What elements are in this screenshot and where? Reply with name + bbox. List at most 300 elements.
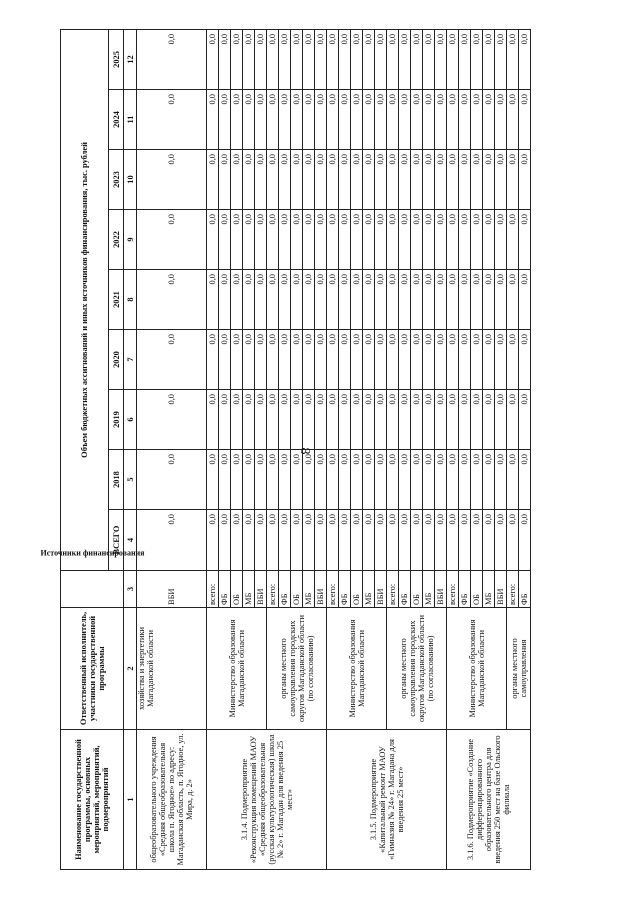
value-year-cell: 0,0 bbox=[387, 270, 399, 330]
value-year-cell: 0,0 bbox=[207, 390, 219, 450]
value-year-cell: 0,0 bbox=[423, 150, 435, 210]
value-total-cell: 0,0 bbox=[435, 510, 447, 571]
header-year: 2021 bbox=[109, 270, 124, 330]
value-year-cell: 0,0 bbox=[375, 450, 387, 510]
value-year-cell: 0,0 bbox=[291, 210, 303, 270]
value-year-cell: 0,0 bbox=[291, 29, 303, 89]
value-year-cell: 0,0 bbox=[483, 450, 495, 510]
value-year-cell: 0,0 bbox=[303, 210, 315, 270]
value-year-cell: 0,0 bbox=[507, 330, 519, 390]
value-year-cell: 0,0 bbox=[327, 270, 339, 330]
table-row bbox=[327, 29, 339, 869]
value-year-cell: 0,0 bbox=[399, 450, 411, 510]
value-total-cell: 0,0 bbox=[423, 510, 435, 571]
value-year-cell: 0,0 bbox=[207, 330, 219, 390]
value-year-cell: 0,0 bbox=[423, 29, 435, 89]
column-index: 2 bbox=[124, 608, 137, 730]
value-total-cell: 0,0 bbox=[219, 510, 231, 571]
value-year-cell: 0,0 bbox=[519, 270, 531, 330]
value-year-cell: 0,0 bbox=[519, 330, 531, 390]
value-year-cell: 0,0 bbox=[519, 450, 531, 510]
value-year-cell: 0,0 bbox=[339, 210, 351, 270]
value-year-cell: 0,0 bbox=[459, 450, 471, 510]
value-year-cell: 0,0 bbox=[507, 150, 519, 210]
header-year: 2022 bbox=[109, 210, 124, 270]
value-year-cell: 0,0 bbox=[327, 90, 339, 150]
value-year-cell: 0,0 bbox=[399, 150, 411, 210]
value-year-cell: 0,0 bbox=[351, 330, 363, 390]
value-year-cell: 0,0 bbox=[519, 210, 531, 270]
value-year-cell: 0,0 bbox=[411, 29, 423, 89]
value-year-cell: 0,0 bbox=[231, 29, 243, 89]
source-cell: всего: bbox=[447, 571, 459, 608]
value-year-cell: 0,0 bbox=[219, 270, 231, 330]
value-year-cell: 0,0 bbox=[279, 150, 291, 210]
value-year-cell: 0,0 bbox=[279, 270, 291, 330]
value-year-cell: 0,0 bbox=[303, 270, 315, 330]
value-year-cell: 0,0 bbox=[387, 29, 399, 89]
source-cell: ФБ bbox=[399, 571, 411, 608]
executor-cell: Министерство образования Магаданской области bbox=[327, 608, 387, 730]
value-total-cell: 0,0 bbox=[471, 510, 483, 571]
value-year-cell: 0,0 bbox=[375, 90, 387, 150]
table-body bbox=[137, 29, 531, 869]
value-year-cell: 0,0 bbox=[459, 390, 471, 450]
value-total-cell: 0,0 bbox=[459, 510, 471, 571]
value-year-cell: 0,0 bbox=[219, 29, 231, 89]
value-total-cell: 0,0 bbox=[495, 510, 507, 571]
value-year-cell: 0,0 bbox=[495, 450, 507, 510]
value-year-cell: 0,0 bbox=[303, 330, 315, 390]
value-year-cell: 0,0 bbox=[471, 450, 483, 510]
value-total-cell: 0,0 bbox=[231, 510, 243, 571]
value-year-cell: 0,0 bbox=[351, 90, 363, 150]
value-year-cell: 0,0 bbox=[137, 450, 207, 510]
value-year-cell: 0,0 bbox=[471, 270, 483, 330]
measure-name-cell: 3.1.6. Подмероприятие «Создание дифференцированного образовательного центра для введения 250 мест на базе Ольского филиала bbox=[447, 730, 531, 870]
value-year-cell: 0,0 bbox=[207, 210, 219, 270]
value-year-cell: 0,0 bbox=[137, 330, 207, 390]
value-year-cell: 0,0 bbox=[315, 330, 327, 390]
value-total-cell: 0,0 bbox=[291, 510, 303, 571]
source-cell: ВБИ bbox=[315, 571, 327, 608]
value-year-cell: 0,0 bbox=[339, 29, 351, 89]
header-total: ВСЕГО bbox=[109, 510, 124, 571]
value-year-cell: 0,0 bbox=[507, 29, 519, 89]
value-year-cell: 0,0 bbox=[279, 90, 291, 150]
value-year-cell: 0,0 bbox=[207, 150, 219, 210]
value-year-cell: 0,0 bbox=[219, 90, 231, 150]
source-cell: всего: bbox=[207, 571, 219, 608]
value-year-cell: 0,0 bbox=[471, 29, 483, 89]
value-year-cell: 0,0 bbox=[303, 450, 315, 510]
table-header bbox=[40, 29, 144, 869]
value-year-cell: 0,0 bbox=[423, 390, 435, 450]
value-year-cell: 0,0 bbox=[519, 390, 531, 450]
value-total-cell: 0,0 bbox=[519, 510, 531, 571]
value-total-cell: 0,0 bbox=[375, 510, 387, 571]
header-financing-group: Объем бюджетных ассигнований и иных источников финансирования, тыс. рублей bbox=[61, 29, 109, 570]
value-year-cell: 0,0 bbox=[279, 29, 291, 89]
value-year-cell: 0,0 bbox=[303, 150, 315, 210]
value-year-cell: 0,0 bbox=[495, 270, 507, 330]
value-year-cell: 0,0 bbox=[363, 150, 375, 210]
value-year-cell: 0,0 bbox=[423, 270, 435, 330]
value-year-cell: 0,0 bbox=[315, 150, 327, 210]
value-year-cell: 0,0 bbox=[435, 90, 447, 150]
value-total-cell: 0,0 bbox=[303, 510, 315, 571]
value-year-cell: 0,0 bbox=[207, 90, 219, 150]
source-cell: ВБИ bbox=[255, 571, 267, 608]
value-year-cell: 0,0 bbox=[495, 330, 507, 390]
executor-cell: Министерство образования Магаданской области bbox=[447, 608, 507, 730]
source-cell: ФБ bbox=[519, 571, 531, 608]
value-year-cell: 0,0 bbox=[231, 450, 243, 510]
value-year-cell: 0,0 bbox=[363, 210, 375, 270]
value-year-cell: 0,0 bbox=[255, 29, 267, 89]
value-year-cell: 0,0 bbox=[375, 29, 387, 89]
value-year-cell: 0,0 bbox=[219, 390, 231, 450]
value-year-cell: 0,0 bbox=[375, 330, 387, 390]
value-year-cell: 0,0 bbox=[495, 29, 507, 89]
source-cell: всего: bbox=[267, 571, 279, 608]
value-year-cell: 0,0 bbox=[231, 330, 243, 390]
value-total-cell: 0,0 bbox=[267, 510, 279, 571]
value-total-cell: 0,0 bbox=[137, 510, 207, 571]
value-year-cell: 0,0 bbox=[411, 150, 423, 210]
value-year-cell: 0,0 bbox=[399, 90, 411, 150]
value-total-cell: 0,0 bbox=[243, 510, 255, 571]
value-year-cell: 0,0 bbox=[303, 90, 315, 150]
value-year-cell: 0,0 bbox=[339, 330, 351, 390]
value-year-cell: 0,0 bbox=[243, 270, 255, 330]
value-year-cell: 0,0 bbox=[291, 450, 303, 510]
value-year-cell: 0,0 bbox=[459, 210, 471, 270]
source-cell: МБ bbox=[363, 571, 375, 608]
value-year-cell: 0,0 bbox=[435, 150, 447, 210]
value-year-cell: 0,0 bbox=[137, 390, 207, 450]
value-total-cell: 0,0 bbox=[507, 510, 519, 571]
value-year-cell: 0,0 bbox=[435, 210, 447, 270]
value-year-cell: 0,0 bbox=[315, 29, 327, 89]
value-year-cell: 0,0 bbox=[267, 450, 279, 510]
value-year-cell: 0,0 bbox=[137, 29, 207, 89]
column-index: 12 bbox=[124, 29, 137, 89]
value-year-cell: 0,0 bbox=[483, 90, 495, 150]
column-index: 5 bbox=[124, 450, 137, 510]
executor-cell: органы местного самоуправления bbox=[507, 608, 531, 730]
rotated-budget-table-container bbox=[40, 30, 610, 870]
value-year-cell: 0,0 bbox=[219, 210, 231, 270]
value-year-cell: 0,0 bbox=[423, 450, 435, 510]
value-year-cell: 0,0 bbox=[243, 29, 255, 89]
source-cell: всего: bbox=[387, 571, 399, 608]
value-year-cell: 0,0 bbox=[231, 90, 243, 150]
value-year-cell: 0,0 bbox=[231, 150, 243, 210]
value-year-cell: 0,0 bbox=[411, 390, 423, 450]
source-cell: ВБИ bbox=[435, 571, 447, 608]
value-year-cell: 0,0 bbox=[219, 150, 231, 210]
value-year-cell: 0,0 bbox=[423, 330, 435, 390]
value-year-cell: 0,0 bbox=[483, 270, 495, 330]
value-year-cell: 0,0 bbox=[243, 150, 255, 210]
value-total-cell: 0,0 bbox=[327, 510, 339, 571]
value-year-cell: 0,0 bbox=[267, 150, 279, 210]
value-year-cell: 0,0 bbox=[495, 150, 507, 210]
value-year-cell: 0,0 bbox=[495, 210, 507, 270]
value-year-cell: 0,0 bbox=[315, 390, 327, 450]
column-index: 3 bbox=[124, 571, 137, 608]
value-year-cell: 0,0 bbox=[399, 270, 411, 330]
value-year-cell: 0,0 bbox=[411, 90, 423, 150]
value-year-cell: 0,0 bbox=[267, 210, 279, 270]
value-year-cell: 0,0 bbox=[387, 330, 399, 390]
value-total-cell: 0,0 bbox=[399, 510, 411, 571]
measure-name-cell: 3.1.4. Подмероприятие «Реконструкция помещений МАОУ «Средняя общеобразовательная (русская культурологическая) школа № 2» г. Магадан для введения 25 мест» bbox=[207, 730, 327, 870]
value-total-cell: 0,0 bbox=[351, 510, 363, 571]
value-year-cell: 0,0 bbox=[447, 210, 459, 270]
value-year-cell: 0,0 bbox=[315, 210, 327, 270]
value-year-cell: 0,0 bbox=[375, 210, 387, 270]
value-year-cell: 0,0 bbox=[471, 210, 483, 270]
source-cell: ВБИ bbox=[495, 571, 507, 608]
value-year-cell: 0,0 bbox=[399, 330, 411, 390]
value-total-cell: 0,0 bbox=[315, 510, 327, 571]
column-index: 9 bbox=[124, 210, 137, 270]
value-year-cell: 0,0 bbox=[471, 150, 483, 210]
value-year-cell: 0,0 bbox=[435, 270, 447, 330]
header-source-label: Источники финансирования bbox=[40, 548, 144, 558]
value-year-cell: 0,0 bbox=[315, 90, 327, 150]
source-cell: всего: bbox=[507, 571, 519, 608]
value-year-cell: 0,0 bbox=[207, 450, 219, 510]
value-year-cell: 0,0 bbox=[279, 450, 291, 510]
header-year: 2018 bbox=[109, 450, 124, 510]
source-cell: МБ bbox=[243, 571, 255, 608]
column-index-row bbox=[124, 29, 137, 869]
value-total-cell: 0,0 bbox=[447, 510, 459, 571]
value-year-cell: 0,0 bbox=[315, 270, 327, 330]
value-year-cell: 0,0 bbox=[207, 270, 219, 330]
header-executor-column: Ответственный исполнитель, участники государственной программы bbox=[61, 608, 124, 730]
value-year-cell: 0,0 bbox=[255, 390, 267, 450]
value-year-cell: 0,0 bbox=[255, 330, 267, 390]
column-index: 1 bbox=[124, 730, 137, 870]
value-year-cell: 0,0 bbox=[231, 210, 243, 270]
value-year-cell: 0,0 bbox=[495, 390, 507, 450]
value-year-cell: 0,0 bbox=[519, 29, 531, 89]
value-year-cell: 0,0 bbox=[351, 270, 363, 330]
value-year-cell: 0,0 bbox=[231, 270, 243, 330]
value-year-cell: 0,0 bbox=[483, 210, 495, 270]
source-cell: ФБ bbox=[279, 571, 291, 608]
value-year-cell: 0,0 bbox=[243, 390, 255, 450]
value-year-cell: 0,0 bbox=[387, 90, 399, 150]
header-year: 2025 bbox=[109, 29, 124, 89]
value-year-cell: 0,0 bbox=[459, 150, 471, 210]
value-year-cell: 0,0 bbox=[303, 390, 315, 450]
source-cell: ОБ bbox=[411, 571, 423, 608]
value-year-cell: 0,0 bbox=[243, 450, 255, 510]
value-year-cell: 0,0 bbox=[471, 90, 483, 150]
column-index: 7 bbox=[124, 330, 137, 390]
value-year-cell: 0,0 bbox=[315, 450, 327, 510]
value-year-cell: 0,0 bbox=[459, 330, 471, 390]
value-year-cell: 0,0 bbox=[363, 270, 375, 330]
value-year-cell: 0,0 bbox=[507, 450, 519, 510]
value-year-cell: 0,0 bbox=[339, 90, 351, 150]
value-year-cell: 0,0 bbox=[399, 390, 411, 450]
value-year-cell: 0,0 bbox=[375, 270, 387, 330]
value-year-cell: 0,0 bbox=[255, 150, 267, 210]
value-year-cell: 0,0 bbox=[399, 29, 411, 89]
column-index: 6 bbox=[124, 390, 137, 450]
value-year-cell: 0,0 bbox=[137, 150, 207, 210]
value-year-cell: 0,0 bbox=[483, 150, 495, 210]
value-year-cell: 0,0 bbox=[327, 390, 339, 450]
value-year-cell: 0,0 bbox=[267, 270, 279, 330]
value-year-cell: 0,0 bbox=[291, 270, 303, 330]
value-year-cell: 0,0 bbox=[375, 390, 387, 450]
value-total-cell: 0,0 bbox=[363, 510, 375, 571]
source-cell: ФБ bbox=[219, 571, 231, 608]
value-total-cell: 0,0 bbox=[207, 510, 219, 571]
page-number: 8 bbox=[297, 447, 312, 455]
table-row bbox=[447, 29, 459, 869]
value-year-cell: 0,0 bbox=[291, 330, 303, 390]
value-year-cell: 0,0 bbox=[447, 450, 459, 510]
value-year-cell: 0,0 bbox=[267, 330, 279, 390]
source-cell: ОБ bbox=[231, 571, 243, 608]
value-year-cell: 0,0 bbox=[363, 330, 375, 390]
column-index: 4 bbox=[124, 510, 137, 571]
value-year-cell: 0,0 bbox=[351, 150, 363, 210]
value-year-cell: 0,0 bbox=[447, 29, 459, 89]
value-year-cell: 0,0 bbox=[255, 210, 267, 270]
value-year-cell: 0,0 bbox=[351, 29, 363, 89]
source-cell: всего: bbox=[327, 571, 339, 608]
value-year-cell: 0,0 bbox=[339, 390, 351, 450]
value-year-cell: 0,0 bbox=[279, 390, 291, 450]
value-year-cell: 0,0 bbox=[483, 330, 495, 390]
column-index: 10 bbox=[124, 150, 137, 210]
value-year-cell: 0,0 bbox=[507, 390, 519, 450]
value-year-cell: 0,0 bbox=[435, 450, 447, 510]
value-year-cell: 0,0 bbox=[243, 210, 255, 270]
source-cell: ФБ bbox=[339, 571, 351, 608]
value-year-cell: 0,0 bbox=[447, 90, 459, 150]
value-year-cell: 0,0 bbox=[291, 90, 303, 150]
value-year-cell: 0,0 bbox=[327, 29, 339, 89]
value-year-cell: 0,0 bbox=[363, 450, 375, 510]
value-year-cell: 0,0 bbox=[255, 270, 267, 330]
value-year-cell: 0,0 bbox=[339, 150, 351, 210]
value-total-cell: 0,0 bbox=[411, 510, 423, 571]
executor-cell: органы местного самоуправления городских округов Магаданской области (по согласованию) bbox=[387, 608, 447, 730]
value-year-cell: 0,0 bbox=[255, 450, 267, 510]
value-year-cell: 0,0 bbox=[137, 210, 207, 270]
value-year-cell: 0,0 bbox=[137, 90, 207, 150]
source-cell: ОБ bbox=[471, 571, 483, 608]
source-cell: ВБИ bbox=[375, 571, 387, 608]
value-year-cell: 0,0 bbox=[351, 390, 363, 450]
header-year: 2020 bbox=[109, 330, 124, 390]
table-row bbox=[207, 29, 219, 869]
header-name-column: Наименование государственной программы, основных мероприятий, мероприятий, подмероприятий bbox=[61, 730, 124, 870]
value-year-cell: 0,0 bbox=[387, 210, 399, 270]
value-total-cell: 0,0 bbox=[483, 510, 495, 571]
source-cell: МБ bbox=[483, 571, 495, 608]
executor-cell: органы местного самоуправления городских округов Магаданской области (по согласованию) bbox=[267, 608, 327, 730]
value-year-cell: 0,0 bbox=[207, 29, 219, 89]
value-total-cell: 0,0 bbox=[339, 510, 351, 571]
value-year-cell: 0,0 bbox=[423, 90, 435, 150]
value-year-cell: 0,0 bbox=[387, 390, 399, 450]
value-year-cell: 0,0 bbox=[459, 270, 471, 330]
value-year-cell: 0,0 bbox=[267, 90, 279, 150]
value-year-cell: 0,0 bbox=[291, 150, 303, 210]
value-year-cell: 0,0 bbox=[363, 390, 375, 450]
value-year-cell: 0,0 bbox=[507, 210, 519, 270]
source-cell: ОБ bbox=[351, 571, 363, 608]
value-year-cell: 0,0 bbox=[399, 210, 411, 270]
value-year-cell: 0,0 bbox=[327, 330, 339, 390]
source-cell: ВБИ bbox=[137, 571, 207, 608]
value-year-cell: 0,0 bbox=[411, 210, 423, 270]
value-year-cell: 0,0 bbox=[435, 29, 447, 89]
value-year-cell: 0,0 bbox=[435, 390, 447, 450]
value-year-cell: 0,0 bbox=[387, 150, 399, 210]
budget-table bbox=[40, 29, 531, 870]
value-year-cell: 0,0 bbox=[447, 390, 459, 450]
header-year: 2024 bbox=[109, 90, 124, 150]
header-year: 2023 bbox=[109, 150, 124, 210]
value-year-cell: 0,0 bbox=[507, 90, 519, 150]
source-cell: ОБ bbox=[291, 571, 303, 608]
value-year-cell: 0,0 bbox=[327, 450, 339, 510]
column-index: 8 bbox=[124, 270, 137, 330]
executor-cell: Министерство образования Магаданской области bbox=[207, 608, 267, 730]
table-row bbox=[137, 29, 207, 869]
header-source-column bbox=[40, 548, 144, 608]
value-year-cell: 0,0 bbox=[351, 210, 363, 270]
value-year-cell: 0,0 bbox=[411, 330, 423, 390]
value-year-cell: 0,0 bbox=[267, 390, 279, 450]
value-year-cell: 0,0 bbox=[219, 450, 231, 510]
value-year-cell: 0,0 bbox=[219, 330, 231, 390]
value-year-cell: 0,0 bbox=[411, 270, 423, 330]
value-year-cell: 0,0 bbox=[279, 210, 291, 270]
value-total-cell: 0,0 bbox=[387, 510, 399, 571]
value-year-cell: 0,0 bbox=[267, 29, 279, 89]
value-year-cell: 0,0 bbox=[375, 150, 387, 210]
value-year-cell: 0,0 bbox=[137, 270, 207, 330]
value-year-cell: 0,0 bbox=[363, 29, 375, 89]
value-year-cell: 0,0 bbox=[447, 330, 459, 390]
value-year-cell: 0,0 bbox=[495, 90, 507, 150]
value-year-cell: 0,0 bbox=[339, 270, 351, 330]
value-year-cell: 0,0 bbox=[435, 330, 447, 390]
header-year: 2019 bbox=[109, 390, 124, 450]
value-year-cell: 0,0 bbox=[387, 450, 399, 510]
source-cell: ФБ bbox=[459, 571, 471, 608]
value-year-cell: 0,0 bbox=[519, 90, 531, 150]
value-year-cell: 0,0 bbox=[339, 450, 351, 510]
value-year-cell: 0,0 bbox=[471, 330, 483, 390]
value-year-cell: 0,0 bbox=[459, 90, 471, 150]
value-year-cell: 0,0 bbox=[411, 450, 423, 510]
value-year-cell: 0,0 bbox=[255, 90, 267, 150]
